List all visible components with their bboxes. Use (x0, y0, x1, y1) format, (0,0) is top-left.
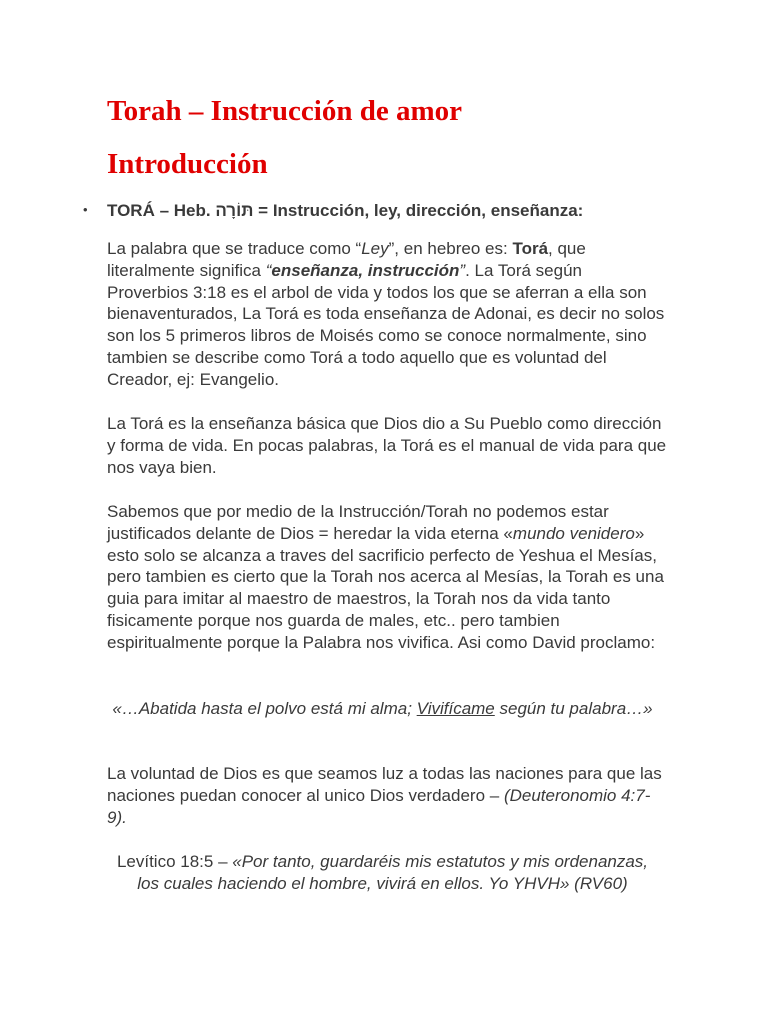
bullet-item-tora (83, 199, 683, 222)
hebrew-word: תּוֹרָה (215, 201, 254, 220)
text: Levítico 18:5 – (116, 852, 233, 871)
link-vivificame[interactable]: Vivifícame (416, 699, 495, 718)
scripture-reference: (Deuteronomio 4:7-9). (107, 785, 651, 827)
emphasis-tora: Torá (512, 239, 549, 258)
text: «…Abatida hasta el polvo está mi alma; (112, 699, 417, 718)
paragraph-instruccion (107, 501, 667, 654)
text: , que literalmente significa (107, 239, 586, 280)
text: “ (265, 260, 272, 280)
section-heading: Introducción (107, 148, 268, 180)
page-title: Torah – Instrucción de amor (107, 95, 462, 127)
text: La voluntad de Dios es que seamos luz a todas las naciones para que las naciones puedan conocer al unico Dios verdadero – (107, 764, 662, 805)
text: ”, en hebreo es: (388, 239, 513, 258)
emphasis-mundo-venidero: mundo venidero (512, 523, 635, 543)
quote-psalm (107, 698, 658, 720)
text: según tu palabra…» (494, 699, 653, 718)
emphasis-ensenanza: enseñanza, instrucción (271, 260, 460, 280)
bullet-term: TORÁ – Heb. (107, 201, 211, 220)
paragraph-ley (107, 238, 667, 391)
text: «Por tanto, guardaréis mis estatutos y mis ordenanzas, los cuales haciendo el hombre, vivirá en ellos. Yo YHVH» (RV60) (137, 852, 649, 893)
text: . La Torá según Proverbios 3:18 es el arbol de vida y todos los que se aferran a ella son bienaventurados, La Torá es toda enseñanza de Adonai, es decir no solos son los 5 primeros libros de Moisés como se conoce normalmente, sino tambien se describe como Torá a todo aquello que es voluntad del Creador, ej: Evangelio. (107, 260, 665, 389)
emphasis-ley: Ley (361, 239, 389, 258)
paragraph-voluntad (107, 763, 667, 828)
quote-leviticus (107, 851, 658, 895)
paragraph-ensenanza-basica: La Torá es la enseñanza básica que Dios dio a Su Pueblo como dirección y forma de vida. En pocas palabras, la Torá es el manual de vida para que nos vaya bien. (107, 414, 667, 477)
bullet-definition: = Instrucción, ley, dirección, enseñanza: (258, 201, 584, 220)
bullet-marker: • (83, 202, 88, 217)
text: La palabra que se traduce como “ (107, 239, 362, 258)
text: » esto solo se alcanza a traves del sacrificio perfecto de Yeshua el Mesías, pero tambien es cierto que la Torah nos acerca al Mesías, la Torah es una guia para imitar al maestro de maestros, la Torah nos da vida tanto fisicamente porque nos guarda de males, etc.. pero tambien espiritualmente porque la Palabra nos vivifica. Asi como David proclamo: (107, 523, 664, 652)
text: ” (459, 260, 466, 280)
text: Sabemos que por medio de la Instrucción/Torah no podemos estar justificados delante de Dios = heredar la vida eterna « (107, 502, 609, 543)
